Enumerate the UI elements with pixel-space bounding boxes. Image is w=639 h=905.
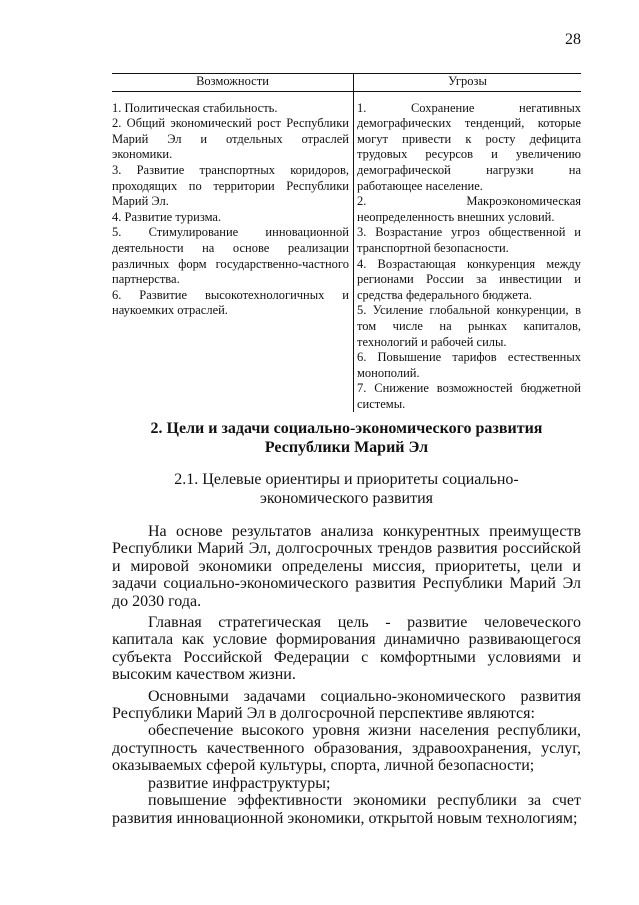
- section-title-line: 2. Цели и задачи социально-экономического развития: [150, 420, 543, 437]
- paragraph: повышение эффективности экономики республики за счет развития инновационной экономики, открытой новым технологиям;: [112, 792, 581, 827]
- page-number: 28: [565, 31, 581, 48]
- paragraph: Основными задачами социально-экономического развития Республики Марий Эл в долгосрочной перспективе являются:: [112, 687, 581, 723]
- threat-item: 3. Возрастание угроз общественной и транспортной безопасности.: [357, 225, 581, 255]
- table-header-threats: Угрозы: [354, 74, 582, 92]
- body-text: [112, 523, 581, 827]
- section-title-line: Республики Марий Эл: [264, 439, 429, 456]
- opportunity-item: 5. Стимулирование инновационной деятельности на основе реализации различных форм государственно-частного партнерства.: [112, 225, 349, 287]
- threat-item: 4. Возрастающая конкуренция между регионами России за инвестиции и средства федерального бюджета.: [357, 256, 581, 302]
- paragraph: Главная стратегическая цель - развитие человеческого капитала как условие формирования динамично развивающегося субъекта Российской Федерации с комфортными условиями и высоким качеством жизни.: [112, 614, 581, 684]
- subsection-title-line: экономического развития: [260, 490, 433, 507]
- table-header-opportunities: Возможности: [112, 74, 354, 92]
- opportunity-item: 3. Развитие транспортных коридоров, проходящих по территории Республики Марий Эл.: [112, 162, 349, 209]
- subsection-title: [112, 470, 581, 508]
- paragraph: развитие инфраструктуры;: [148, 774, 331, 792]
- opportunity-item: 2. Общий экономический рост Республики Марий Эл и отдельных отраслей экономики.: [112, 116, 349, 162]
- threat-item: 5. Усиление глобальной конкуренции, в том числе на рынках капиталов, технологий и рабочей силы.: [357, 303, 581, 349]
- opportunity-item: 1. Политическая стабильность.: [112, 100, 278, 115]
- opportunity-item: 6. Развитие высокотехнологичных и наукоемких отраслей.: [112, 287, 349, 318]
- threat-item: 7. Снижение возможностей бюджетной системы.: [357, 381, 581, 411]
- paragraph: обеспечение высокого уровня жизни населения республики, доступность качественного образования, здравоохранения, услуг, оказываемых сферой культуры, спорта, личной безопасности;: [112, 722, 581, 775]
- section-title: [112, 419, 581, 457]
- swot-table: [112, 73, 581, 412]
- threat-item: 6. Повышение тарифов естественных монополий.: [357, 350, 581, 380]
- threat-item: 2. Макроэкономическая неопределенность внешних условий.: [357, 194, 581, 224]
- paragraph: На основе результатов анализа конкурентных преимуществ Республики Марий Эл, долгосрочных трендов развития российской и мировой экономики определены миссия, приоритеты, цели и задачи социально-экономического развития Республики Марий Эл до 2030 года.: [112, 523, 581, 610]
- opportunities-cell: [112, 91, 354, 412]
- threats-cell: [354, 91, 582, 412]
- subsection-title-line: 2.1. Целевые ориентиры и приоритеты социально-: [174, 471, 519, 488]
- opportunity-item: 4. Развитие туризма.: [112, 209, 222, 224]
- threat-item: 1. Сохранение негативных демографических тенденций, которые могут привести к росту дефицита трудовых ресурсов и увеличению демографической нагрузки на работающее население.: [357, 100, 581, 193]
